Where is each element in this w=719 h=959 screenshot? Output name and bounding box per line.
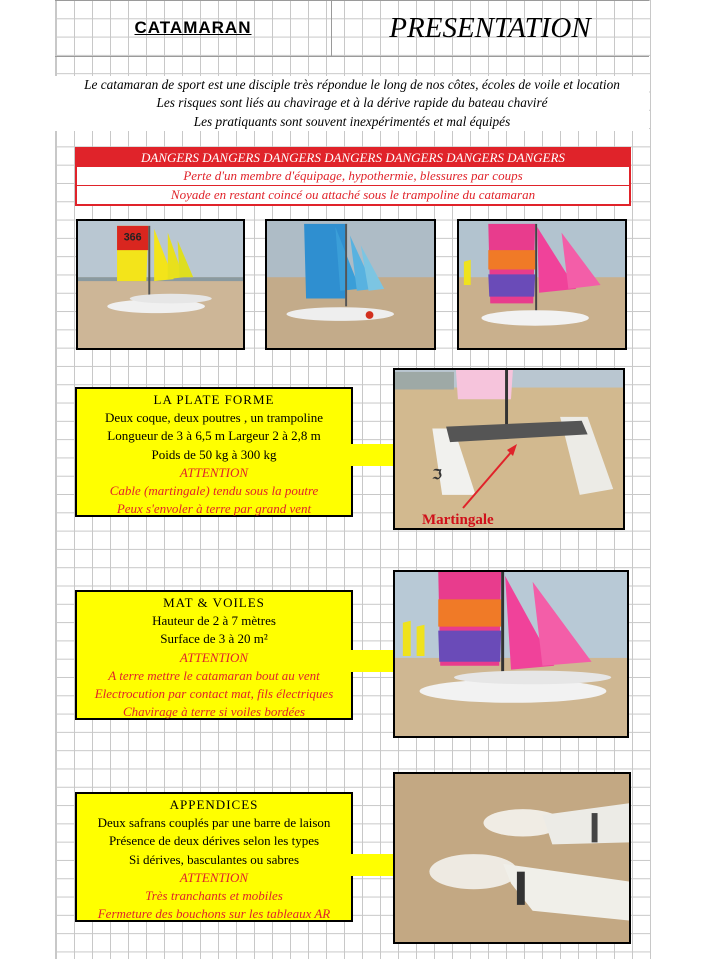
- header-bottom-border: [55, 56, 649, 57]
- page-subtitle: PRESENTATION: [389, 11, 591, 44]
- section-title: MAT & VOILES: [163, 595, 265, 610]
- section-line: Poids de 50 kg à 300 kg: [151, 446, 277, 462]
- section-line: Hauteur de 2 à 7 mètres: [152, 613, 276, 629]
- attention-label: ATTENTION: [179, 649, 249, 665]
- warning-line: A terre mettre le catamaran bout au vent: [108, 667, 320, 683]
- dangers-title: DANGERS DANGERS DANGERS DANGERS DANGERS DANGERS DANGERS: [77, 149, 629, 167]
- section-line: Deux coque, deux poutres , un trampoline: [104, 410, 324, 426]
- photo-yellow-catamarans: [76, 219, 245, 350]
- dangers-box: [75, 147, 631, 206]
- warning-line: Fermeture des bouchons sur les tableaux AR: [97, 906, 331, 922]
- martingale-pointer-icon: [455, 440, 525, 512]
- warning-line: Peux s'envoler à terre par grand vent: [116, 501, 312, 517]
- photo-rudders: [393, 772, 631, 944]
- section-appendices: [75, 792, 353, 922]
- section-title: APPENDICES: [169, 797, 259, 812]
- intro-line: Les risques sont liés au chavirage et à la dérive rapide du bateau chaviré: [55, 94, 649, 112]
- page-title: CATAMARAN: [134, 18, 252, 37]
- warning-line: Electrocution par contact mat, fils électriques: [94, 685, 334, 701]
- sail-number: 366: [123, 231, 142, 244]
- section-line: Présence de deux dérives selon les types: [108, 833, 320, 849]
- section-line: Si dérives, basculantes ou sabres: [128, 851, 300, 867]
- warning-line: Cable (martingale) tendu sous la poutre: [109, 482, 319, 498]
- danger-line: Noyade en restant coincé ou attaché sous le trampoline du catamaran: [77, 185, 629, 204]
- danger-line: Perte d'un membre d'équipage, hypothermie, blessures par coups: [183, 168, 523, 183]
- section-mat-voiles: [75, 590, 353, 720]
- svg-text:ℑ: ℑ: [432, 467, 442, 483]
- intro-line: Le catamaran de sport est une disciple très répondue le long de nos côtes, écoles de voile et location: [55, 76, 649, 94]
- martingale-label: Martingale: [422, 512, 494, 528]
- section-line: Deux safrans couplés par une barre de laison: [97, 815, 331, 831]
- photo-mast-sails: [393, 570, 629, 738]
- section-line: Surface de 3 à 20 m²: [160, 631, 268, 647]
- warning-line: Très tranchants et mobiles: [145, 887, 283, 903]
- section-title: LA PLATE FORME: [153, 392, 275, 407]
- section-line: Longueur de 3 à 6,5 m Largeur 2 à 2,8 m: [107, 428, 321, 444]
- warning-line: Chavirage à terre si voiles bordées: [122, 704, 306, 720]
- header-left: [55, 0, 331, 56]
- section-plate-forme: [75, 387, 353, 517]
- header-right: [331, 0, 649, 56]
- attention-label: ATTENTION: [179, 869, 249, 885]
- photo-blue-catamarans: [265, 219, 436, 350]
- photo-pink-catamarans: [457, 219, 627, 350]
- intro-line: Les pratiquants sont souvent inexpérimentés et mal équipés: [55, 113, 649, 131]
- intro-text: [55, 76, 649, 131]
- attention-label: ATTENTION: [179, 464, 249, 480]
